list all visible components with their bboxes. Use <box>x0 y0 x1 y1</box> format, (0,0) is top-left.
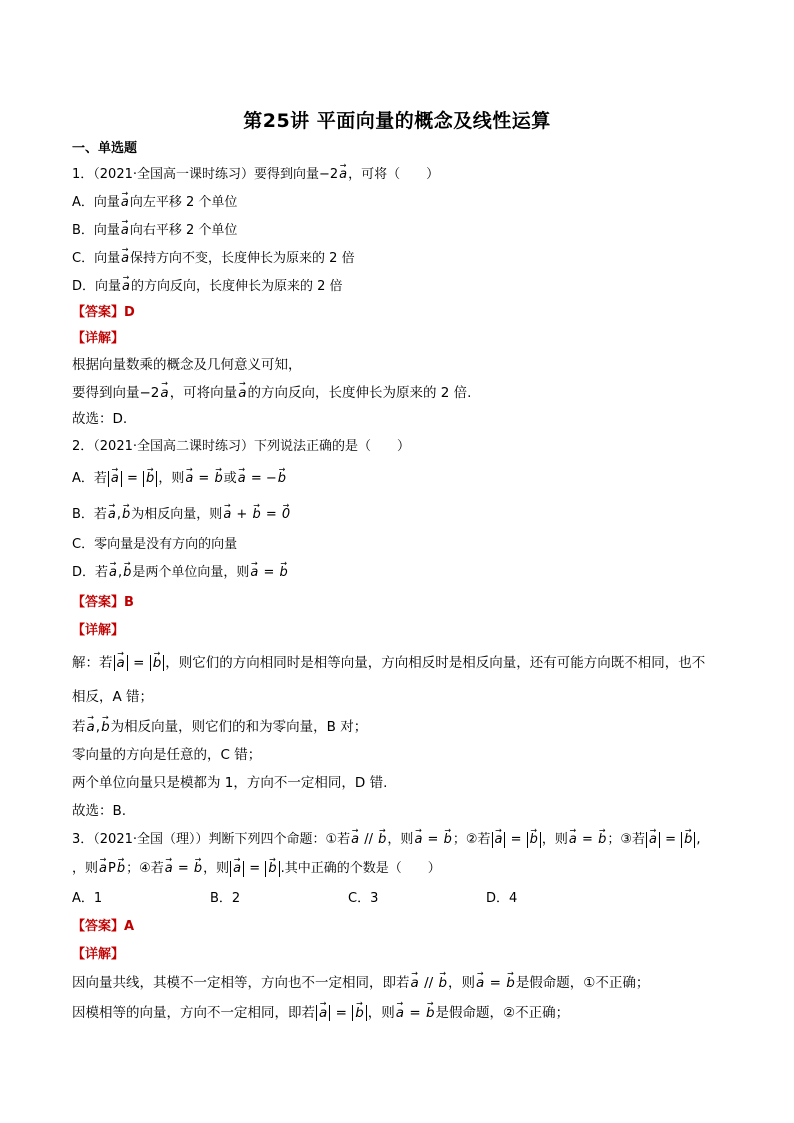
q2-explanation-5: 故选：B. <box>72 803 127 819</box>
q3-detail-tag: 【详解】 <box>72 947 125 962</box>
q2-option-b: B．若→ a,→ b为相反向量，则→ a + → b = → 0 <box>72 506 291 524</box>
q3-option-a: A．1 <box>72 891 103 906</box>
q2-explanation-2: 若→ a,→ b为相反向量，则它们的和为零向量，B 对； <box>72 718 367 736</box>
q2-explanation-1b: 相反，A 错； <box>72 689 154 705</box>
section-heading: 一、单选题 <box>72 141 138 156</box>
q2-stem: 2．（2021·全国高二课时练习）下列说法正确的是（ ） <box>72 439 410 454</box>
q3-stem-2: ，则→ aP→ b；④若→ a = → b，则→ a = → b .其中正确的个数是（ ） <box>72 860 441 878</box>
q2-option-c: C．零向量是没有方向的向量 <box>72 537 238 552</box>
q2-detail-tag: 【详解】 <box>72 623 125 638</box>
q2-option-a: A．若→ a = → b ，则→ a = → b或→ a = −→ b <box>72 470 287 488</box>
q1-option-d: D．向量→ a的方向反向，长度伸长为原来的 2 倍 <box>72 278 343 296</box>
q1-explanation-1: 根据向量数乘的概念及几何意义可知， <box>72 357 302 373</box>
q3-option-b: B．2 <box>210 891 241 906</box>
q3-explanation-1: 因向量共线，其模不一定相等，方向也不一定相同，即若→ a // → b，则→ a = → b是假命题，①不正确； <box>72 974 649 992</box>
q3-option-c: C．3 <box>348 891 379 906</box>
q3-option-d: D．4 <box>486 891 518 906</box>
q1-option-c: C．向量→ a保持方向不变，长度伸长为原来的 2 倍 <box>72 250 355 268</box>
q2-explanation-4: 两个单位向量只是模都为 1，方向不一定相同，D 错. <box>72 775 388 791</box>
q2-explanation-3: 零向量的方向是任意的，C 错； <box>72 747 262 763</box>
q3-answer: 【答案】A <box>72 919 135 934</box>
q3-stem-1: 3．（2021·全国（理））判断下列四个命题：①若→ a // → b，则→ a = → b；②若→ a = → b ，则→ a = → b；③若→ a = → b , <box>72 831 701 849</box>
q1-stem: 1．（2021·全国高一课时练习）要得到向量−2→ a，可将（ ） <box>72 166 439 184</box>
q2-option-d: D．若→ a,→ b是两个单位向量，则→ a = → b <box>72 564 289 582</box>
page-title: 第25讲 平面向量的概念及线性运算 <box>243 110 551 132</box>
q1-detail-tag: 【详解】 <box>72 331 125 346</box>
q3-explanation-2: 因模相等的向量，方向不一定相同，即若→ a = → b ，则→ a = → b是假命题，②不正确； <box>72 1004 569 1022</box>
q2-explanation-1: 解：若→ a = → b ，则它们的方向相同时是相等向量，方向相反时是相反向量，还有可能方向既不相同，也不 <box>72 654 705 672</box>
q1-explanation-2: 要得到向量−2→ a，可将向量→ a的方向反向，长度伸长为原来的 2 倍. <box>72 384 471 402</box>
q1-answer: 【答案】D <box>72 305 135 320</box>
q1-explanation-3: 故选：D. <box>72 411 128 427</box>
q1-option-b: B．向量→ a向右平移 2 个单位 <box>72 222 237 240</box>
q1-option-a: A．向量→ a向左平移 2 个单位 <box>72 194 237 212</box>
q2-answer: 【答案】B <box>72 595 134 610</box>
